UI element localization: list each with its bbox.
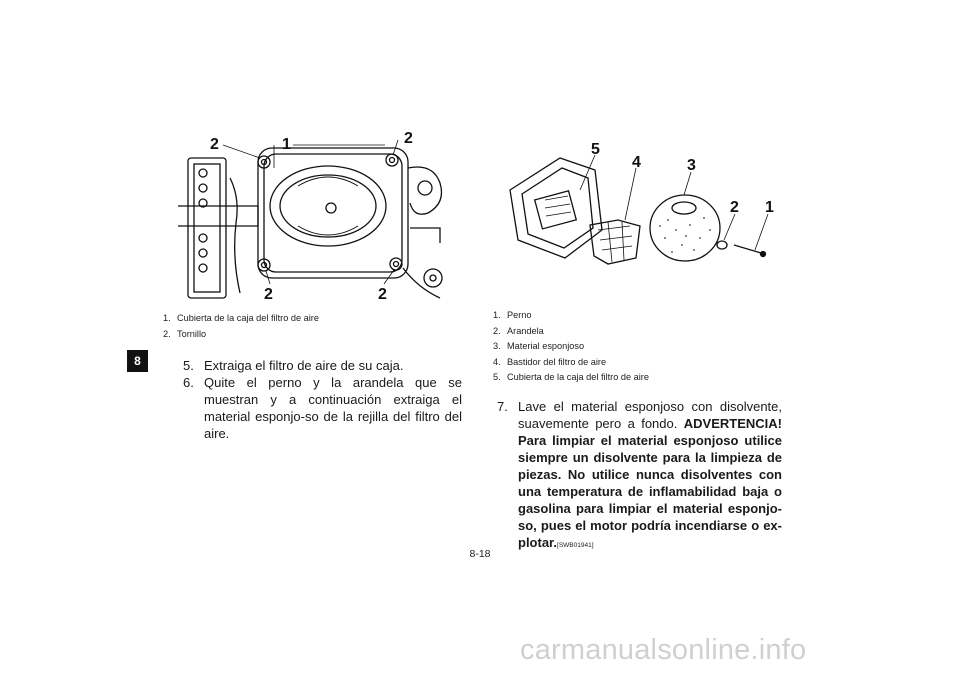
instruction-steps-left bbox=[183, 357, 462, 442]
callout-2-top-right: 2 bbox=[404, 130, 413, 147]
legend-item: 4. Bastidor del filtro de aire bbox=[493, 356, 607, 367]
warning-text: ADVERTENCIA! Para limpiar el material esponjoso utilice siempre un disolvente para la limpieza de piezas. No utilice nunca disolventes con una temperatura de inflamabilidad baja o gasolina para limpiar el material esponjo-so, pues el motor podría incendiarse o ex-plotar. bbox=[518, 416, 782, 550]
callout-2-bottom-right: 2 bbox=[378, 286, 387, 303]
instruction-step-7: 7. Lave el material esponjoso con disolvente, suavemente pero a fondo. ADVERTENCIA! Para limpiar el material esponjoso utilice siempre un disolvente para la limpieza de piezas. No utilice nunca disolventes con una temperatura de inflamabilidad baja o gasolina para limpiar el material esponjo-so, pues el motor podría incendiarse o ex-plotar.[SWB01941] bbox=[497, 399, 782, 550]
instruction-steps-right bbox=[497, 398, 782, 554]
watermark: carmanualsonline.info bbox=[520, 634, 807, 666]
instruction-step-6: 6. Quite el perno y la arandela que se muestran y a continuación extraiga el material esponjo-so de la rejilla del filtro del aire. bbox=[183, 375, 462, 441]
chapter-tab: 8 bbox=[127, 350, 148, 372]
callout-4: 4 bbox=[632, 154, 641, 171]
callout-1: 1 bbox=[765, 199, 774, 216]
callout-2-bottom-left: 2 bbox=[264, 286, 273, 303]
air-filter-exploded-illustration bbox=[490, 130, 785, 270]
instruction-step-5: 5. Extraiga el filtro de aire de su caja. bbox=[183, 358, 404, 373]
callout-3: 3 bbox=[687, 157, 696, 174]
callout-5: 5 bbox=[591, 141, 600, 158]
page-number: 8-18 bbox=[469, 548, 491, 560]
air-filter-case-cover-illustration bbox=[178, 128, 448, 303]
legend-item: 1. Perno bbox=[493, 310, 532, 320]
legend-item: 1. Cubierta de la caja del filtro de aire bbox=[163, 313, 319, 323]
callout-2: 2 bbox=[730, 199, 739, 216]
warning-code: [SWB01941] bbox=[557, 542, 594, 549]
callout-1: 1 bbox=[282, 136, 291, 153]
figure-left-legend bbox=[163, 311, 319, 342]
callout-2-top-left: 2 bbox=[210, 136, 219, 153]
legend-item: 2. Tornillo bbox=[163, 328, 207, 339]
figure-right-legend bbox=[493, 308, 649, 386]
legend-item: 2. Arandela bbox=[493, 325, 544, 336]
legend-item: 3. Material esponjoso bbox=[493, 341, 585, 351]
legend-item: 5. Cubierta de la caja del filtro de aire bbox=[493, 372, 649, 382]
